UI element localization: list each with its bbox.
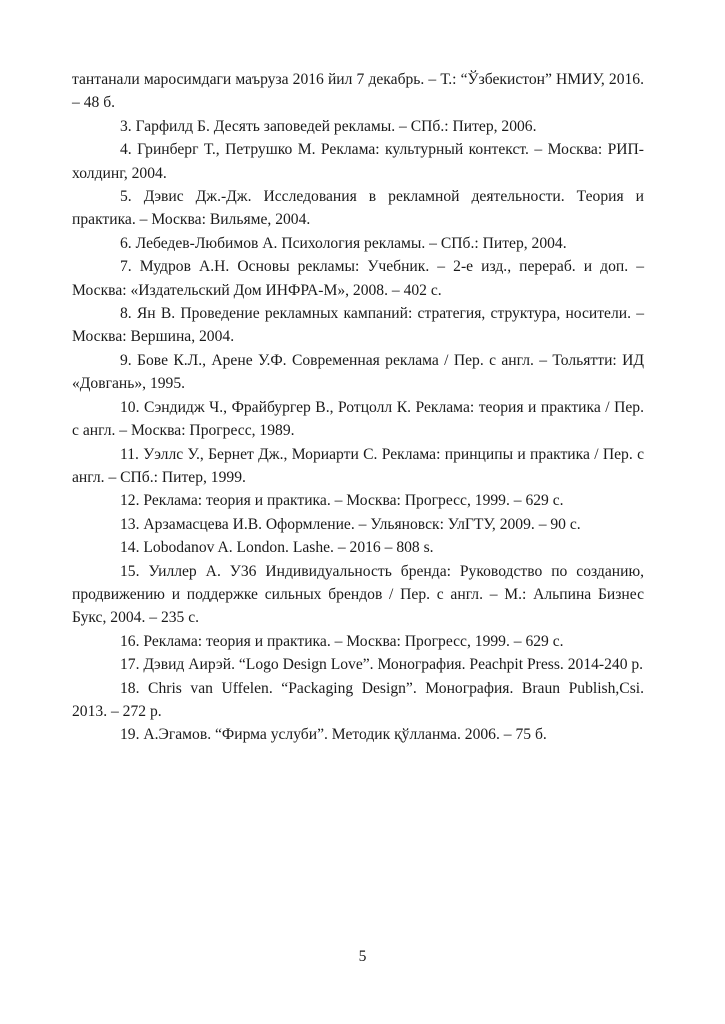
reference-continuation: тантанали маросимдаги маъруза 2016 йил 7 декабрь. – Т.: “Ўзбекистон” НМИУ, 2016. – 48 б. <box>72 71 644 112</box>
reference-item-7: 7. Мудров А.Н. Основы рекламы: Учебник. – 2-е изд., перераб. и доп. – Москва: «Издательский Дом ИНФРА-М», 2008. – 402 с. <box>72 258 644 299</box>
reference-item-14: 14. Lobodanov A. London. Lashe. – 2016 – 808 s. <box>120 539 434 557</box>
reference-item-12: 12. Реклама: теория и практика. – Москва: Прогресс, 1999. – 629 с. <box>120 492 564 510</box>
reference-item-17: 17. Дэвид Аирэй. “Logo Design Love”. Монография. Peachpit Press. 2014-240 p. <box>120 656 644 674</box>
reference-item-9: 9. Бове К.Л., Арене У.Ф. Современная реклама / Пер. с англ. – Тольятти: ИД «Довгань», 1995. <box>72 351 644 393</box>
reference-item-18: 18. Chris van Uffelen. “Packaging Design”. Монография. Braun Publish,Csi. 2013. – 272 p. <box>72 679 644 720</box>
reference-item-4: 4. Гринберг Т., Петрушко М. Реклама: культурный контекст. – Москва: РИП-холдинг, 2004. <box>72 141 644 182</box>
reference-list <box>72 68 644 747</box>
reference-item-15: 15. Уиллер А. У36 Индивидуальность бренда: Руководство по созданию, продвижению и поддержке сильных брендов / Пер. с англ. – М.: Альпина Бизнес Букс, 2004. – 235 с. <box>72 562 644 627</box>
reference-item-13: 13. Арзамасцева И.В. Оформление. – Ульяновск: УлГТУ, 2009. – 90 с. <box>120 515 581 533</box>
reference-item-6: 6. Лебедев-Любимов А. Психология рекламы. – СПб.: Питер, 2004. <box>120 234 567 252</box>
reference-item-10: 10. Сэндидж Ч., Фрайбургер В., Ротцолл К. Реклама: теория и практика / Пер. с англ. – Москва: Прогресс, 1989. <box>72 398 644 440</box>
page-number: 5 <box>358 948 367 965</box>
reference-item-8: 8. Ян В. Проведение рекламных кампаний: стратегия, структура, носители. – Москва: Вершина, 2004. <box>72 305 644 346</box>
reference-item-16: 16. Реклама: теория и практика. – Москва: Прогресс, 1999. – 629 с. <box>120 632 564 650</box>
reference-item-5: 5. Дэвис Дж.-Дж. Исследования в рекламной деятельности. Теория и практика. – Москва: Вильяме, 2004. <box>72 188 644 229</box>
reference-item-11: 11. Уэллс У., Бернет Дж., Мориарти С. Реклама: принципы и практика / Пер. с англ. – СПб.: Питер, 1999. <box>72 445 644 486</box>
reference-item-19: 19. А.Эгамов. “Фирма услуби”. Методик қўлланма. 2006. – 75 б. <box>120 726 547 744</box>
reference-item-3: 3. Гарфилд Б. Десять заповедей рекламы. – СПб.: Питер, 2006. <box>120 117 537 135</box>
